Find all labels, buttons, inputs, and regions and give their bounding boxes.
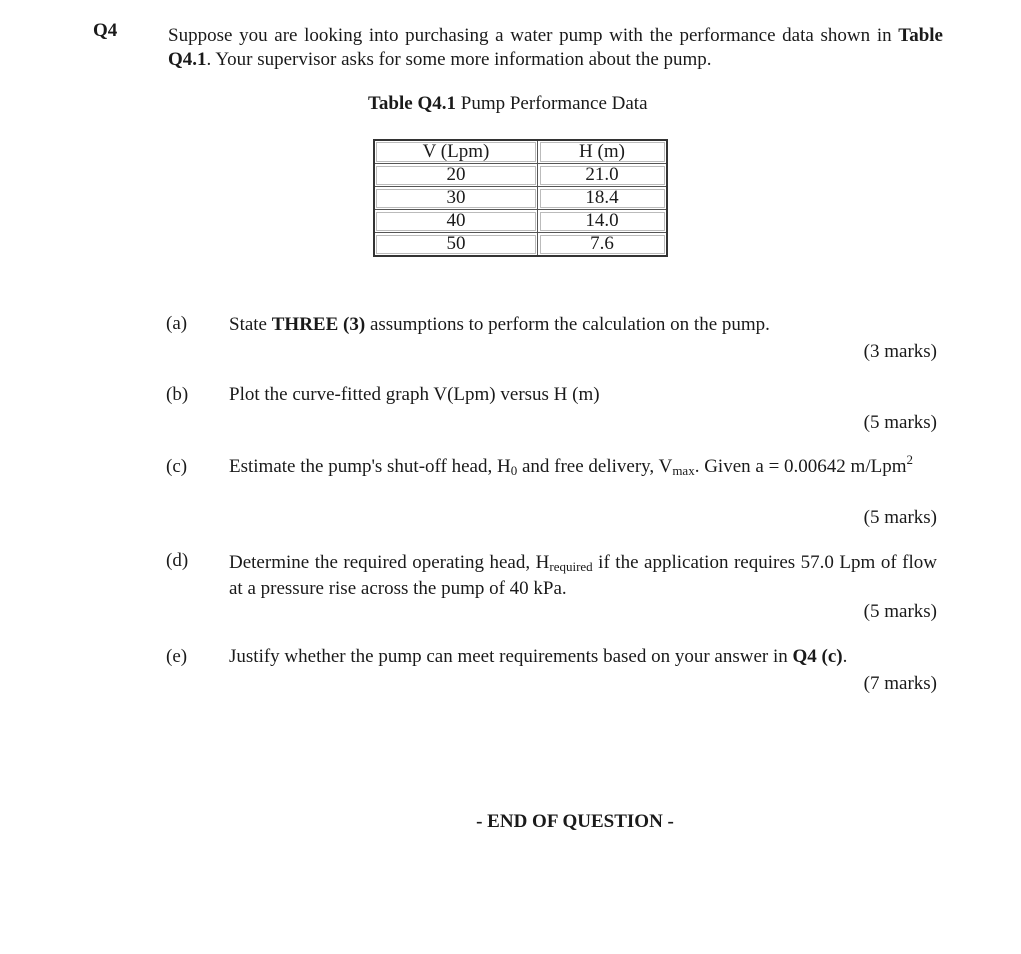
cell-head: 21.0 (538, 164, 668, 187)
table-header-row (374, 140, 667, 164)
part-a-label: (a) (166, 313, 188, 334)
part-c-label: (c) (166, 456, 188, 477)
intro-text-1: Suppose you are looking into purchasing a water pump with the performance data shown in (168, 25, 899, 46)
part-d-marks: (5 marks) (863, 601, 937, 622)
part-d-label: (d) (166, 550, 189, 571)
units-superscript: 2 (906, 452, 913, 467)
table-row (374, 164, 667, 187)
part-e-text-bold: Q4 (c) (792, 646, 843, 667)
shutoff-head-subscript: 0 (510, 463, 518, 478)
part-b-label: (b) (166, 384, 189, 405)
part-e-marks: (7 marks) (863, 673, 937, 694)
part-d-text-1: Determine the required operating head, H (229, 552, 550, 573)
table-row (374, 233, 667, 257)
pump-performance-table (373, 139, 668, 257)
part-e-label: (e) (166, 646, 188, 667)
part-a-text-bold: THREE (3) (271, 314, 366, 335)
part-e-text (229, 646, 937, 668)
part-b-marks: (5 marks) (863, 412, 937, 433)
intro-table-ref: Table Q4.1 (168, 25, 943, 70)
part-a-marks: (3 marks) (863, 341, 937, 362)
cell-flow-rate: 50 (374, 233, 538, 257)
intro-text-2: . Your supervisor asks for some more information about the pump. (206, 49, 712, 70)
part-e-text-pre: Justify whether the pump can meet requirements based on your answer in (229, 646, 793, 667)
cell-flow-rate: 30 (374, 187, 538, 210)
part-d-text-2: if the application requires 57.0 Lpm of flow at a pressure rise across the pump of 40 kPa. (229, 552, 937, 599)
free-delivery-subscript: max (672, 463, 695, 478)
part-e-text-post: . (842, 646, 848, 667)
part-b-text: Plot the curve-fitted graph V(Lpm) versus H (m) (229, 384, 600, 405)
part-d-text (229, 552, 937, 600)
part-c-text-2: and free delivery, V (517, 456, 673, 477)
table-caption-title: Pump Performance Data (456, 93, 648, 114)
question-intro (168, 24, 943, 72)
question-number: Q4 (93, 20, 118, 41)
cell-head: 14.0 (538, 210, 668, 233)
part-c-marks: (5 marks) (863, 507, 937, 528)
part-a-text-post: assumptions to perform the calculation on the pump. (365, 314, 770, 335)
header-head: H (m) (538, 140, 668, 164)
cell-head: 18.4 (538, 187, 668, 210)
required-head-subscript: required (549, 559, 593, 574)
cell-flow-rate: 40 (374, 210, 538, 233)
part-a-text-pre: State (229, 314, 272, 335)
part-c-text-3: . Given a = 0.00642 m/Lpm (694, 456, 907, 477)
table-row (374, 187, 667, 210)
table-caption (368, 93, 648, 115)
part-c-text (229, 452, 937, 482)
cell-head: 7.6 (538, 233, 668, 257)
header-flow-rate: V (Lpm) (374, 140, 538, 164)
table-row (374, 210, 667, 233)
table-caption-label: Table Q4.1 (368, 93, 456, 114)
cell-flow-rate: 20 (374, 164, 538, 187)
end-of-question: - END OF QUESTION - (476, 811, 674, 832)
part-a-text (229, 314, 937, 336)
part-c-text-1: Estimate the pump's shut-off head, H (229, 456, 511, 477)
